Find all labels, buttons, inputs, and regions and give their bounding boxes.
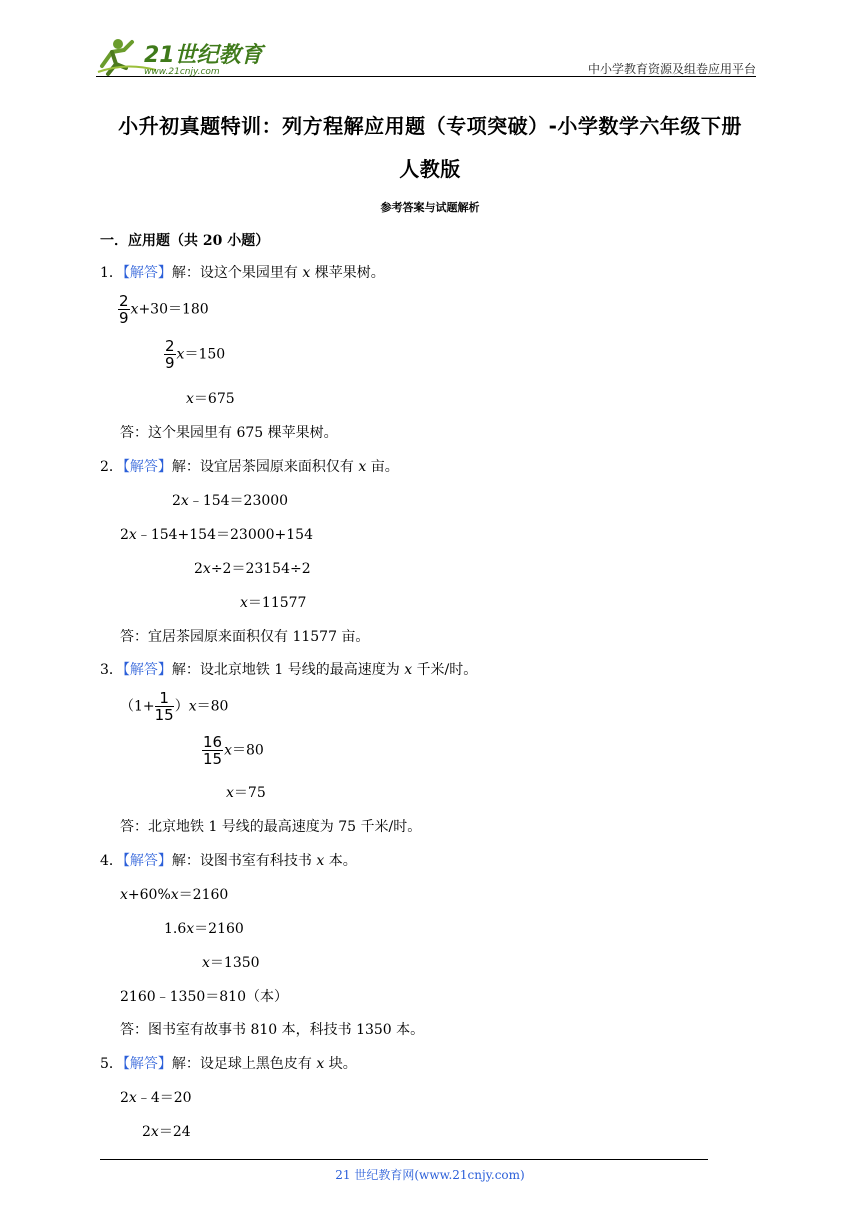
q4-step-4: 2160﹣1350＝810（本） (120, 989, 288, 1005)
q1-step-3: x＝675 (186, 391, 235, 407)
answer-tag: 【解答】 (122, 853, 172, 869)
footer-link[interactable]: 21 世纪教育网(www.21cnjy.com) (335, 1168, 525, 1182)
coef: 2 (120, 527, 129, 543)
answer-tag: 【解答】 (122, 1056, 172, 1072)
q4-step-2 (164, 918, 244, 938)
intro-text: 解：设足球上黑色皮有 (171, 1056, 317, 1072)
q5-step-1 (120, 1087, 192, 1107)
intro-text: 解：设宜居茶园原来面积仅有 (171, 459, 359, 475)
page-subtitle: 参考答案与试题解析 (380, 201, 480, 214)
equation-text: x (170, 887, 179, 903)
answer-tag: 【解答】 (122, 459, 172, 475)
equation-text: （1+ (120, 698, 155, 715)
page-title-line1: 小升初真题特训：列方程解应用题（专项突破）-小学数学六年级下册 (118, 114, 742, 138)
q1-step-1 (118, 293, 209, 326)
intro-text: 解：设图书室有科技书 (171, 853, 317, 869)
q5-step-2 (142, 1121, 191, 1141)
question-number: 1． (100, 265, 123, 281)
equation-text: x (120, 887, 128, 903)
numerator: 16 (203, 733, 223, 751)
header-divider (96, 76, 756, 77)
equation-text: ＝2160 (178, 887, 229, 903)
equation-text: x﹣154＝23000 (180, 493, 289, 509)
equation-text: x＝80 (188, 698, 229, 715)
equation-text: x＝80 (224, 742, 264, 759)
intro-text: 棵苹果树。 (310, 265, 385, 281)
equation-text: x+30＝180 (130, 301, 209, 318)
numerator: 1 (155, 690, 174, 707)
question-1-intro (100, 262, 385, 282)
variable: x (358, 459, 367, 475)
q2-step-4: x＝11577 (240, 595, 307, 611)
numerator: 2 (119, 292, 129, 310)
question-3-intro (100, 659, 477, 679)
logo-text: 21世纪教育 (144, 43, 263, 68)
question-number: 5． (100, 1056, 123, 1072)
intro-text: 解：设北京地铁 1 号线的最高速度为 (171, 662, 405, 678)
coef: 2 (172, 493, 181, 509)
fraction (118, 293, 130, 326)
denominator: 9 (119, 309, 129, 327)
intro-text: 亩。 (366, 459, 399, 475)
question-4-intro (100, 850, 357, 870)
intro-text: 千米/时。 (412, 662, 478, 678)
section-heading: 一．应用题（共 20 小题） (100, 233, 270, 249)
q3-step-1 (120, 690, 228, 723)
variable: x (316, 1056, 325, 1072)
intro-text: 解：设这个果园里有 (171, 265, 303, 281)
q4-step-1 (120, 884, 228, 904)
q3-answer: 答：北京地铁 1 号线的最高速度为 75 千米/时。 (120, 819, 422, 835)
footer-divider (100, 1159, 708, 1160)
fraction (202, 734, 223, 767)
question-number: 4． (100, 853, 123, 869)
equation-text: x﹣154+154＝23000+154 (128, 527, 313, 543)
q4-answer: 答：图书室有故事书 810 本，科技书 1350 本。 (120, 1022, 425, 1038)
coef: 2 (194, 561, 203, 577)
question-number: 3． (100, 662, 123, 678)
q2-step-3 (194, 558, 311, 578)
equation-text: x＝150 (176, 346, 226, 363)
q2-answer: 答：宜居茶园原来面积仅有 11577 亩。 (120, 629, 370, 645)
equation-text: x＝24 (150, 1124, 191, 1140)
intro-text: 块。 (324, 1056, 357, 1072)
q2-step-2 (120, 524, 313, 544)
q1-answer: 答：这个果园里有 675 棵苹果树。 (120, 425, 338, 441)
fraction (155, 690, 174, 723)
runner-logo-icon (96, 36, 266, 78)
denominator: 9 (165, 354, 175, 372)
equation-text: +60% (127, 887, 171, 903)
denominator: 15 (203, 750, 223, 768)
fraction (164, 338, 176, 371)
answer-tag: 【解答】 (122, 662, 172, 678)
q2-step-1 (172, 490, 288, 510)
intro-text: 本。 (324, 853, 357, 869)
denominator: 15 (154, 706, 174, 724)
q1-step-2 (164, 338, 225, 371)
variable: x (404, 662, 413, 678)
q3-step-2 (202, 734, 264, 767)
answer-tag: 【解答】 (122, 265, 172, 281)
header-platform-text: 中小学教育资源及组卷应用平台 (587, 62, 756, 76)
variable: x (302, 265, 311, 281)
equation-text: x﹣4＝20 (128, 1090, 192, 1106)
q3-step-3: x＝75 (226, 785, 266, 801)
coef: 1.6 (164, 921, 187, 937)
variable: x (316, 853, 325, 869)
coef: 2 (142, 1124, 151, 1140)
question-2-intro (100, 456, 399, 476)
page-title-line2: 人教版 (399, 157, 461, 181)
equation-text: ） (174, 698, 189, 715)
q4-step-3: x＝1350 (202, 955, 260, 971)
numerator: 2 (165, 337, 175, 355)
question-5-intro (100, 1053, 357, 1073)
coef: 2 (120, 1090, 129, 1106)
equation-text: x＝2160 (186, 921, 244, 937)
question-number: 2． (100, 459, 123, 475)
equation-text: x÷2＝23154÷2 (202, 561, 311, 577)
logo-url: www.21cnjy.com (144, 67, 220, 77)
